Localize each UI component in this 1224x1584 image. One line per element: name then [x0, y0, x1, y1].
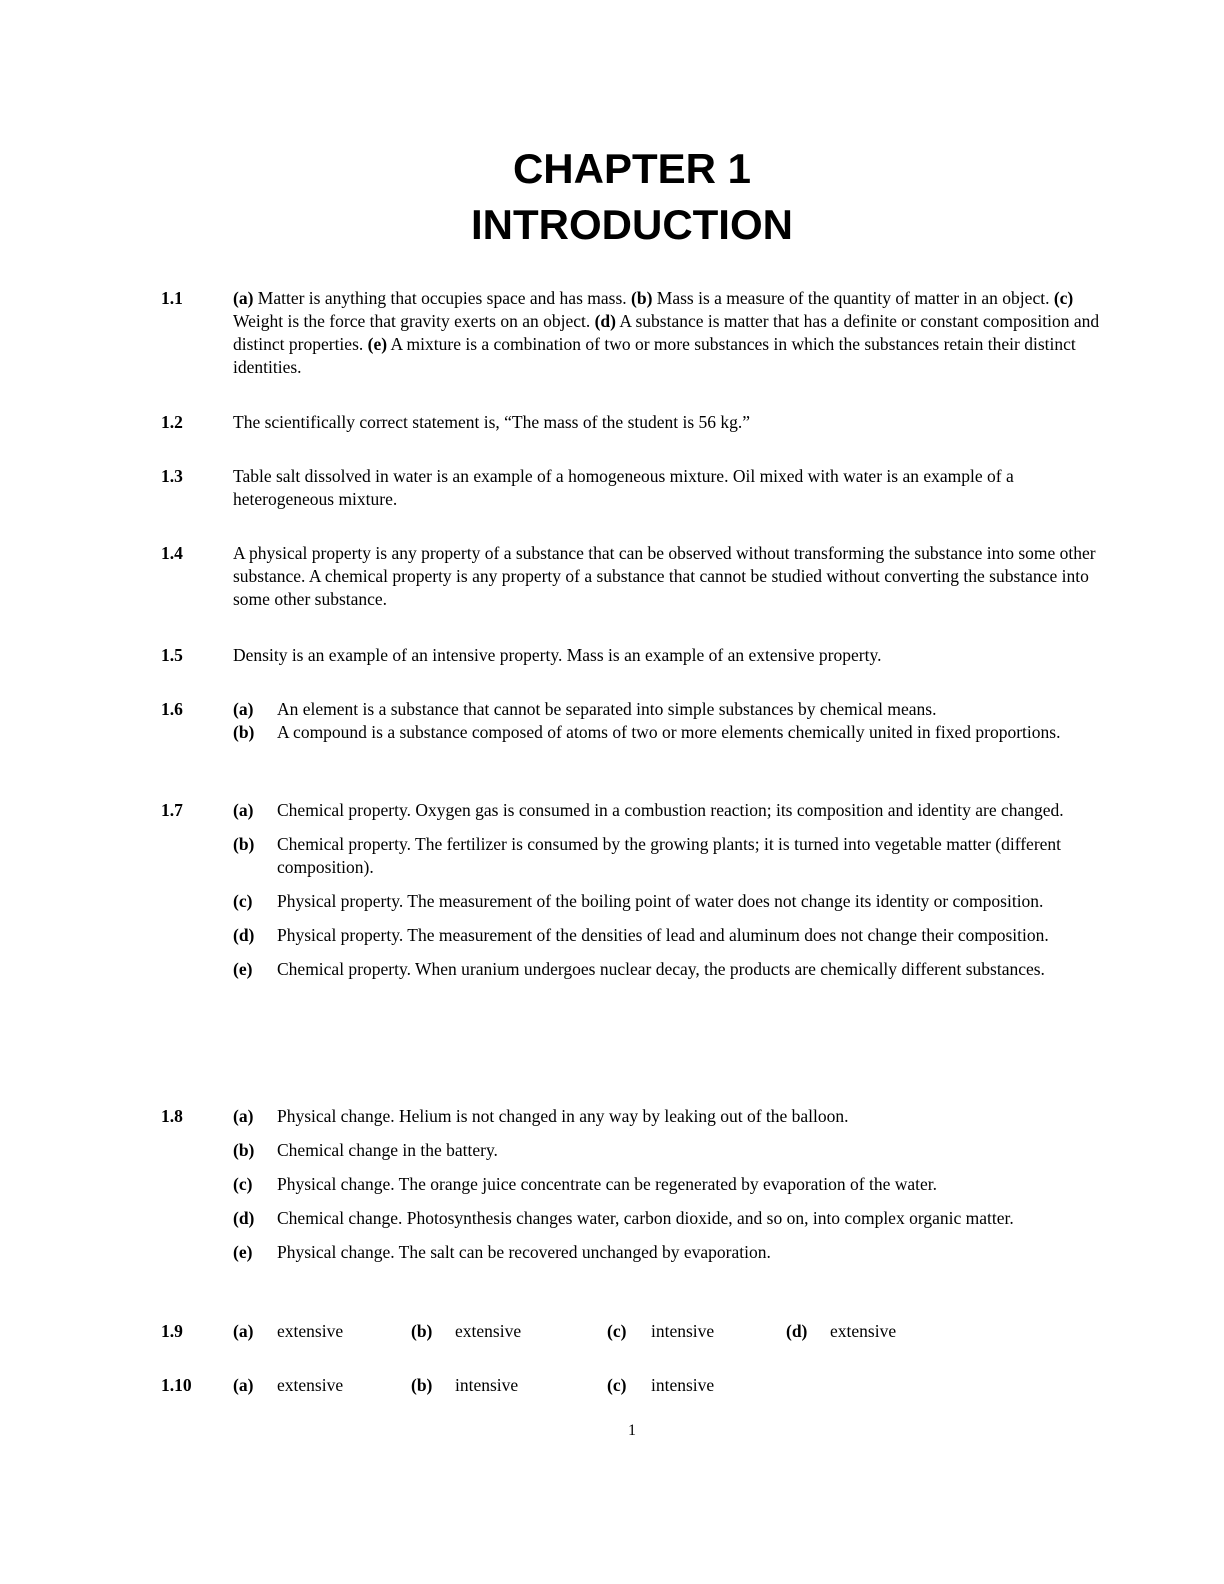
problem-text: A physical property is any property of a substance that can be observed without transforming the substance into some other substance. A chemical property is any property of a substance that cannot be studied without converting the substance into some other substance.	[233, 543, 1096, 609]
problem-number: 1.9	[161, 1321, 183, 1341]
list-item: (c) Physical change. The orange juice concentrate can be regenerated by evaporation of the water.	[233, 1174, 937, 1194]
list-item: (b) Chemical change in the battery.	[233, 1140, 498, 1160]
problem-1-7	[161, 799, 1111, 981]
problem-number: 1.2	[161, 412, 183, 432]
problem-1-9	[161, 1320, 1111, 1343]
problem-1-5	[161, 644, 1111, 667]
problem-number: 1.4	[161, 543, 183, 563]
problem-number: 1.8	[161, 1106, 183, 1126]
problem-1-3	[161, 465, 1111, 511]
problem-1-6	[161, 698, 1111, 744]
problem-1-1	[161, 287, 1111, 379]
chapter-title: CHAPTER 1	[512, 145, 752, 192]
page-number: 1	[628, 1422, 636, 1439]
problem-number: 1.7	[161, 800, 183, 820]
chapter-subtitle: INTRODUCTION	[471, 201, 793, 248]
list-item: (a) Physical change. Helium is not changed in any way by leaking out of the balloon.	[233, 1106, 849, 1126]
problem-1-10	[161, 1374, 1111, 1397]
answer-row: (a) extensive (b) extensive (c) intensive (d) extensive	[233, 1321, 897, 1341]
list-item: (e) Chemical property. When uranium undergoes nuclear decay, the products are chemically different substances.	[233, 959, 1045, 979]
list-item: (c) Physical property. The measurement of the boiling point of water does not change its identity or composition.	[233, 891, 1044, 911]
problem-1-2	[161, 411, 1111, 434]
problem-number: 1.6	[161, 699, 183, 719]
answer-row: (a) extensive (b) intensive (c) intensive	[233, 1375, 715, 1395]
problem-number: 1.10	[161, 1375, 192, 1395]
problem-text: Density is an example of an intensive property. Mass is an example of an extensive property.	[233, 645, 882, 665]
problem-text: Table salt dissolved in water is an example of a homogeneous mixture. Oil mixed with water is an example of a heterogeneous mixture.	[233, 466, 1014, 509]
problem-text: The scientifically correct statement is, “The mass of the student is 56 kg.”	[233, 412, 751, 432]
problem-1-8	[161, 1105, 1111, 1264]
problem-1-4	[161, 542, 1111, 611]
list-item: (a) An element is a substance that cannot be separated into simple substances by chemical means.	[233, 699, 937, 719]
list-item: (a) Chemical property. Oxygen gas is consumed in a combustion reaction; its composition and identity are changed.	[233, 800, 1064, 820]
list-item: (e) Physical change. The salt can be recovered unchanged by evaporation.	[233, 1242, 771, 1262]
problem-number: 1.3	[161, 466, 183, 486]
problem-number: 1.5	[161, 645, 183, 665]
list-item: (b) A compound is a substance composed of atoms of two or more elements chemically united in fixed proportions.	[233, 722, 1061, 742]
problem-text: (a) Matter is anything that occupies space and has mass. (b) Mass is a measure of the quantity of matter in an object. (c) Weight is the force that gravity exerts on an object. (d) A substance is matter that has a definite or constant composition and distinct properties. (e) A mixture is a combination of two or more substances in which the substances retain their distinct identities.	[233, 288, 1100, 377]
list-item: (d) Physical property. The measurement of the densities of lead and aluminum does not change their composition.	[233, 925, 1049, 945]
problem-number: 1.1	[161, 288, 183, 308]
list-item: (b) Chemical property. The fertilizer is consumed by the growing plants; it is turned into vegetable matter (different composition).	[233, 834, 1062, 877]
list-item: (d) Chemical change. Photosynthesis changes water, carbon dioxide, and so on, into complex organic matter.	[233, 1208, 1014, 1228]
